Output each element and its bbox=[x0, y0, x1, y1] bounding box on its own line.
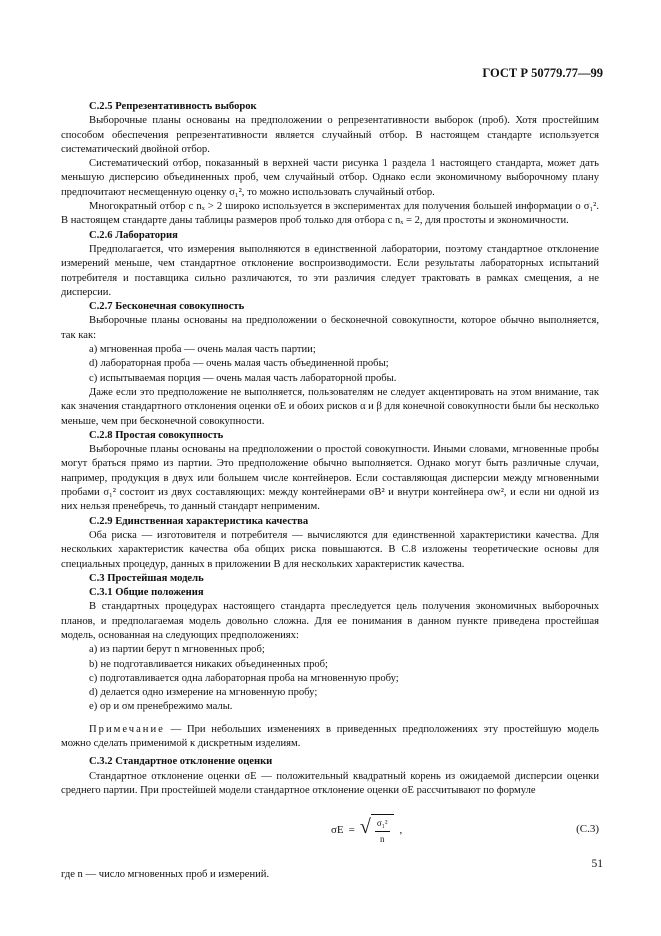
formula-equals: = bbox=[348, 823, 355, 836]
numerator: σ₁² bbox=[375, 816, 390, 831]
list-item: d) лабораторная проба — очень малая часть объединенной пробы; bbox=[89, 358, 389, 370]
fraction bbox=[375, 816, 390, 846]
formula-body bbox=[331, 814, 402, 846]
list-item: а) мгновенная проба — очень малая часть партии; bbox=[89, 344, 316, 356]
paragraph: Выборочные планы основаны на предположении о простой совокупности. Иными словами, мгновенные пробы могут браться прямо из партии. Это предположение обычно выполняется. Однако могут быть различные случаи, например, продукция в двух или большем числе контейнеров. Если составляющая дисперсии между мгновенными пробами σ₁² состоит из двух составляющих: между контейнерами σB² и внутри контейнера σw², и если ни одной из них нельзя пренебречь, то данный стандарт неприменим. bbox=[61, 444, 599, 513]
section-title-c27: С.2.7 Бесконечная совокупность bbox=[89, 301, 245, 313]
section-title-c28: С.2.8 Простая совокупность bbox=[89, 429, 224, 441]
formula-c3 bbox=[61, 804, 599, 854]
section-title-c29: С.2.9 Единственная характеристика качества bbox=[89, 515, 309, 527]
paragraph: В стандартных процедурах настоящего стандарта преследуется цель получения экономичных выборочных планов, и предполагаемая модель довольно сложна. Для ее понимания в данном пункте приведена простейшая модель, основанная на следующих предположениях: bbox=[61, 601, 599, 641]
formula-lhs: σE bbox=[331, 823, 344, 836]
list-item: е) σр и σм пренебрежимо малы. bbox=[89, 701, 233, 713]
list-item: а) из партии берут n мгновенных проб; bbox=[89, 644, 265, 656]
section-title-c26: С.2.6 Лаборатория bbox=[89, 229, 178, 241]
section-title-c25: С.2.5 Репрезентативность выборок bbox=[89, 101, 257, 112]
paragraph: Выборочные планы основаны на предположении о репрезентативности выборок (проб). Хотя простейшим способом обеспечения репрезентативности является случайный отбор. В настоящем стандарте используется систематический двойной отбор. bbox=[61, 115, 599, 155]
radicand bbox=[371, 814, 394, 846]
paragraph: Выборочные планы основаны на предположении о бесконечной совокупности, которое обычно выполняется, так как: bbox=[61, 315, 599, 341]
section-title-c31: С.3.1 Общие положения bbox=[89, 587, 204, 599]
section-title-c3: С.3 Простейшая модель bbox=[89, 572, 204, 584]
paragraph: Предполагается, что измерения выполняются в единственной лаборатории, поэтому стандартное отклонение измерений меньше, чем стандартное отклонение воспроизводимости. Если результаты лабораторных испытаний потребителя и поставщика сильно различаются, то эти различия следует трактовать в рамках смещения, а не дисперсии. bbox=[61, 243, 599, 298]
document-body bbox=[61, 100, 599, 883]
sqrt-sign bbox=[360, 814, 394, 846]
paragraph: Оба риска — изготовителя и потребителя — вычисляются для единственной характеристики качества. Для нескольких характеристик качества оба общих риска повышаются. В С.8 изложены теоретические основы для специальных процедур, данных в приложении В для нескольких характеристик качества. bbox=[61, 529, 599, 570]
list-item: b) не подготавливается никаких объединенных проб; bbox=[89, 658, 328, 670]
section-title-c32: С.3.2 Стандартное отклонение оценки bbox=[89, 756, 273, 768]
note-label: Примечание bbox=[89, 723, 165, 735]
note bbox=[61, 723, 599, 752]
paragraph: Многократный отбор с nₓ > 2 широко используется в экспериментах для получения большей информации о σ₁². В настоящем стандарте даны таблицы размеров проб только для отбора с nₓ = 2, для простоты и экономичности. bbox=[61, 201, 599, 227]
paragraph: Стандартное отклонение оценки σE — положительный квадратный корень из ожидаемой дисперсии оценки среднего партии. При простейшей модели стандартное отклонение оценки σE рассчитывают по формуле bbox=[61, 770, 599, 796]
note-text: — При небольших изменениях в приведенных предположениях эту простейшую модель можно сделать применимой к дискретным изделиям. bbox=[61, 723, 599, 750]
list-item: с) испытываемая порция — очень малая часть лабораторной пробы. bbox=[89, 372, 397, 384]
page-number: 51 bbox=[591, 858, 603, 870]
paragraph: Даже если это предположение не выполняется, пользователям не следует акцентировать на этом внимание, так как значения стандартного отклонения оценки σE и обоих рисков α и β для конечной совокупности были бы несколько меньше, чем при бесконечной совокупности. bbox=[61, 386, 599, 427]
formula-comma: , bbox=[399, 823, 403, 836]
radical-icon: √ bbox=[359, 816, 371, 839]
document-header: ГОСТ Р 50779.77—99 bbox=[482, 66, 603, 80]
denominator: n bbox=[379, 833, 385, 844]
paragraph-where: где n — число мгновенных проб и измерений. bbox=[61, 869, 270, 881]
equation-number: (С.3) bbox=[576, 823, 599, 836]
list-item: d) делается одно измерение на мгновенную пробу; bbox=[89, 687, 318, 699]
list-item: с) подготавливается одна лабораторная проба на мгновенную пробу; bbox=[89, 672, 399, 684]
paragraph: Систематический отбор, показанный в верхней части рисунка 1 раздела 1 настоящего стандарта, может дать меньшую дисперсию объединенных проб, чем случайный отбор. Однако если экономичному выборочному плану предпочитают несмещенную оценку σ₁², то можно использовать случайный отбор. bbox=[61, 158, 599, 198]
